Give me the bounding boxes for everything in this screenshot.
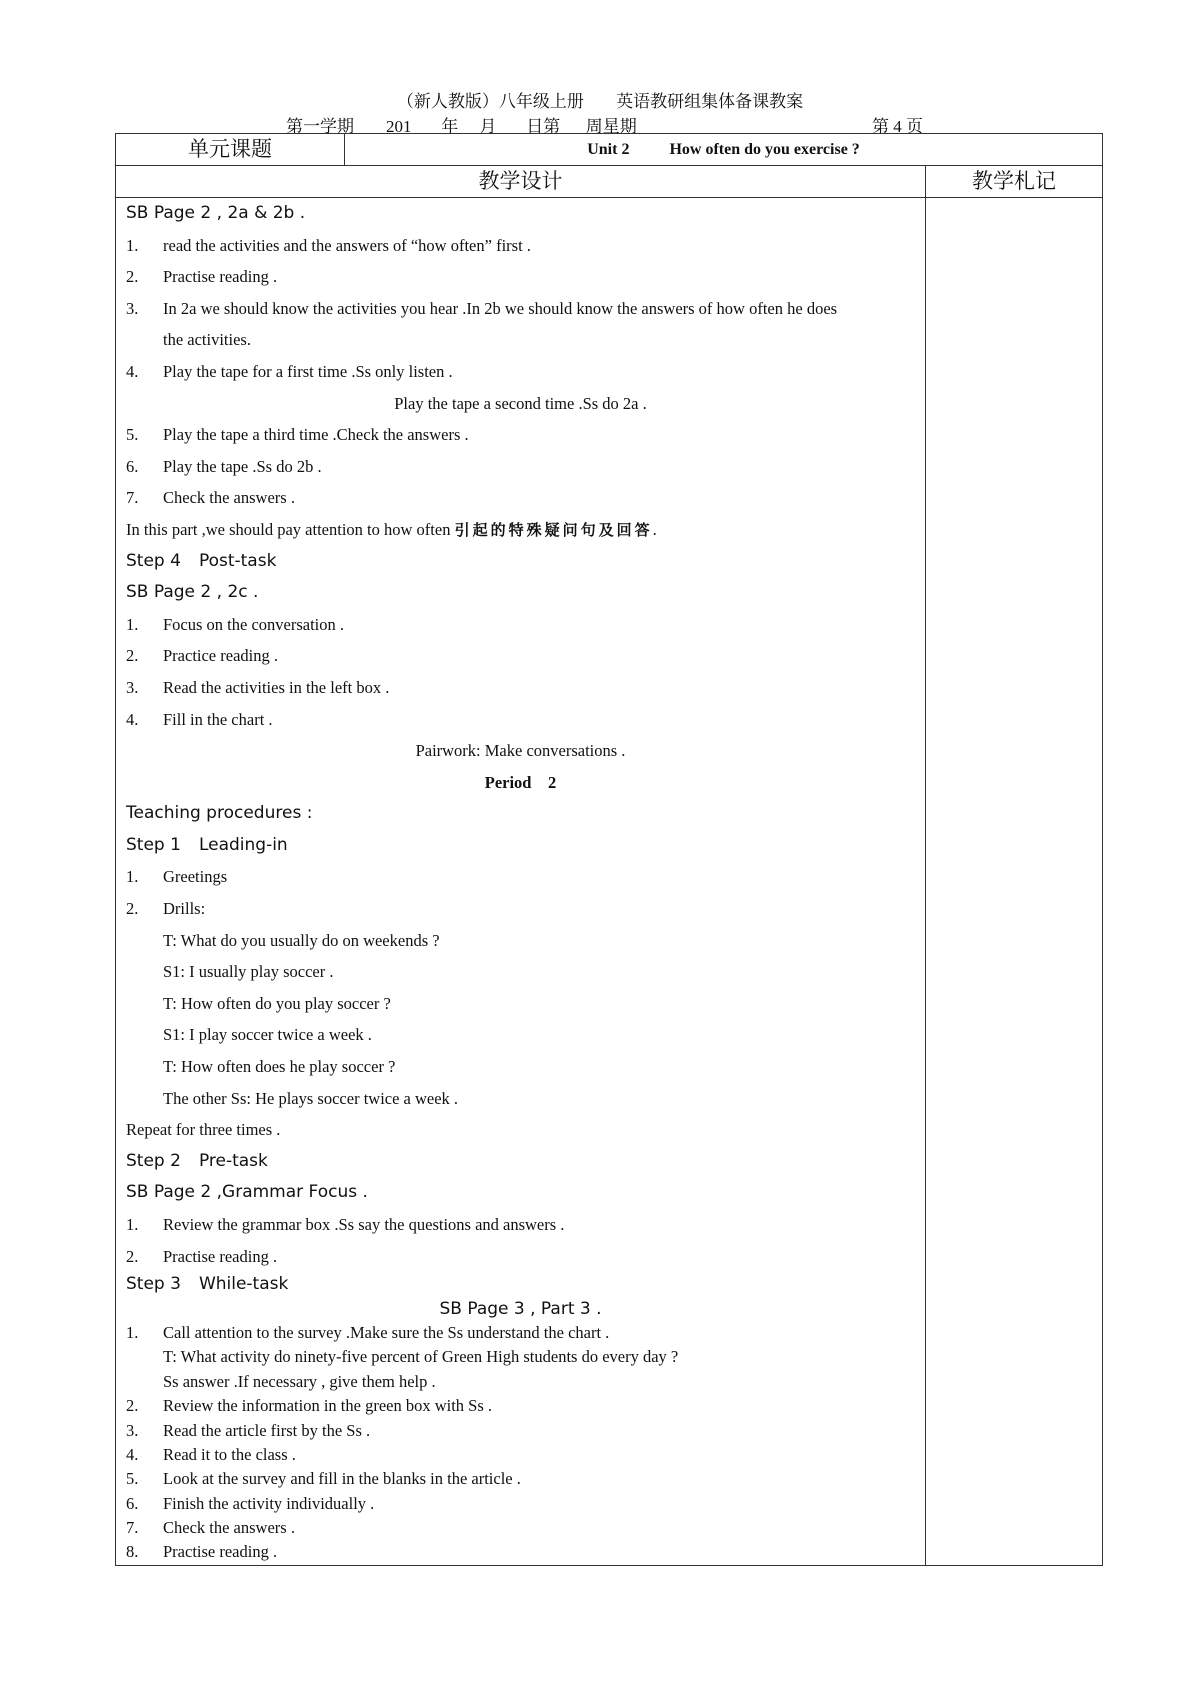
step-heading — [116, 1146, 925, 1178]
item-text: Check the answers . — [163, 488, 295, 508]
teaching-notes-content — [926, 198, 1103, 1566]
step-number: Step 1 — [126, 834, 181, 855]
document-header-line1 — [0, 87, 1200, 112]
term-label: 第一学期 — [286, 117, 354, 136]
indented-line: S1: I play soccer twice a week . — [163, 1025, 372, 1045]
numbered-item — [116, 261, 925, 293]
teaching-design-header: 教学设计 — [116, 166, 926, 198]
item-number: 1. — [126, 1322, 139, 1342]
item-number: 3. — [126, 298, 139, 318]
indented-line: T: How often does he play soccer ? — [163, 1057, 396, 1077]
item-number: 1. — [126, 614, 139, 634]
step-number: Step 4 — [126, 550, 181, 571]
numbered-item — [116, 672, 925, 704]
numbered-item — [116, 640, 925, 672]
item-number: 1. — [126, 235, 139, 255]
group-label: 英语教研组集体备课教案 — [616, 92, 804, 111]
section-heading: SB Page 2 ,Grammar Focus . — [126, 1182, 368, 1203]
numbered-item — [116, 1394, 925, 1418]
textbook-label: （新人教版）八年级上册 — [396, 92, 584, 111]
day-unit: 日第 — [526, 117, 561, 136]
step-title: Leading-in — [198, 834, 288, 855]
step-heading — [116, 1272, 925, 1296]
note-chinese: 引起的特殊疑问句及回答 — [454, 520, 653, 539]
step-title: Pre-task — [198, 1150, 268, 1171]
text-line: Repeat for three times . — [126, 1120, 281, 1140]
item-text: Practise reading . — [163, 267, 278, 287]
item-number: 5. — [126, 1469, 139, 1489]
item-number: 6. — [126, 1493, 139, 1513]
year-label: 201 — [386, 117, 412, 136]
item-text: Play the tape a third time .Check the answers . — [163, 425, 469, 445]
item-text: read the activities and the answers of “how often” first . — [163, 235, 531, 255]
item-text: Look at the survey and fill in the blanks in the article . — [163, 1469, 521, 1489]
numbered-item — [116, 1321, 925, 1345]
numbered-item — [116, 1419, 925, 1443]
numbered-item — [116, 451, 925, 483]
numbered-item — [116, 1492, 925, 1516]
period-heading: Period 2 — [484, 772, 557, 792]
item-text: Practise reading . — [163, 1542, 278, 1562]
step-title: Post-task — [198, 550, 277, 571]
item-number: 1. — [126, 1215, 139, 1234]
indented-line: T: What activity do ninety-five percent of Green High students do every day ? — [163, 1347, 679, 1367]
section-heading: SB Page 3 , Part 3 . — [439, 1298, 602, 1319]
step-heading — [116, 830, 925, 862]
step-number: Step 3 — [126, 1274, 181, 1295]
numbered-item — [116, 1209, 925, 1241]
item-text: In 2a we should know the activities you hear .In 2b we should know the answers of how often he does — [163, 298, 838, 318]
item-text: Review the information in the green box with Ss . — [163, 1396, 493, 1416]
item-number: 2. — [126, 899, 139, 919]
item-text: Practice reading . — [163, 646, 278, 666]
numbered-item — [116, 1516, 925, 1540]
item-text: Drills: — [163, 899, 206, 919]
numbered-item — [116, 293, 925, 325]
numbered-item — [116, 893, 925, 925]
unit-number: Unit 2 — [587, 141, 630, 158]
note-line — [116, 514, 925, 546]
item-number: 4. — [126, 1444, 139, 1464]
item-number: 4. — [126, 361, 139, 381]
step-heading — [116, 546, 925, 578]
centered-line: Play the tape a second time .Ss do 2a . — [394, 393, 647, 413]
item-number: 1. — [126, 867, 139, 887]
item-text: Call attention to the survey .Make sure the Ss understand the chart . — [163, 1322, 610, 1342]
teaching-notes-header: 教学札记 — [926, 166, 1103, 198]
item-text: Read the article first by the Ss . — [163, 1420, 371, 1440]
page-number: 第 4 页 — [872, 117, 923, 136]
item-text: Review the grammar box .Ss say the questions and answers . — [163, 1215, 565, 1234]
item-text: Read the activities in the left box . — [163, 677, 390, 697]
item-text: Greetings — [163, 867, 228, 887]
item-number: 2. — [126, 1396, 139, 1416]
numbered-item — [116, 1241, 925, 1273]
unit-label-cell: 单元课题 — [116, 134, 345, 166]
item-number: 8. — [126, 1542, 139, 1562]
unit-title: How often do you exercise ? — [669, 141, 860, 158]
indented-line: S1: I usually play soccer . — [163, 962, 334, 982]
item-number: 6. — [126, 456, 139, 476]
numbered-item — [116, 1540, 925, 1564]
teaching-design-content — [116, 198, 926, 1566]
numbered-item — [116, 861, 925, 893]
indented-line: The other Ss: He plays soccer twice a week . — [163, 1088, 459, 1108]
year-unit: 年 — [441, 117, 459, 136]
item-number: 5. — [126, 425, 139, 445]
centered-line: Pairwork: Make conversations . — [415, 741, 626, 761]
numbered-item — [116, 609, 925, 641]
numbered-item — [116, 482, 925, 514]
note-end: . — [652, 519, 657, 539]
item-text: Focus on the conversation . — [163, 614, 345, 634]
section-heading: SB Page 2 , 2a & 2b . — [126, 203, 306, 223]
indented-line: T: What do you usually do on weekends ? — [163, 930, 440, 950]
note-text: In this part ,we should pay attention to how often — [126, 519, 455, 539]
indented-line: T: How often do you play soccer ? — [163, 993, 391, 1013]
indented-line: the activities. — [163, 330, 251, 350]
item-number: 2. — [126, 1246, 139, 1266]
item-text: Check the answers . — [163, 1518, 295, 1538]
item-number: 2. — [126, 267, 139, 287]
item-number: 3. — [126, 677, 139, 697]
item-number: 2. — [126, 646, 139, 666]
item-text: Fill in the chart . — [163, 709, 273, 729]
lesson-plan-table — [115, 133, 1103, 1566]
numbered-item — [116, 419, 925, 451]
item-number: 7. — [126, 1518, 139, 1538]
step-title: While-task — [198, 1274, 289, 1295]
numbered-item — [116, 356, 925, 388]
week-unit: 周星期 — [585, 117, 637, 136]
item-text: Play the tape .Ss do 2b . — [163, 456, 322, 476]
section-heading: SB Page 2 , 2c . — [126, 582, 259, 603]
numbered-item — [116, 230, 925, 262]
item-number: 3. — [126, 1420, 139, 1440]
step-number: Step 2 — [126, 1150, 181, 1171]
item-text: Finish the activity individually . — [163, 1493, 375, 1513]
unit-title-cell — [345, 134, 1103, 166]
item-number: 4. — [126, 709, 139, 729]
item-text: Read it to the class . — [163, 1444, 296, 1464]
item-text: Play the tape for a first time .Ss only listen . — [163, 361, 453, 381]
month-unit: 月 — [479, 117, 497, 136]
numbered-item — [116, 1443, 925, 1467]
section-heading: Teaching procedures : — [126, 803, 313, 824]
item-text: Practise reading . — [163, 1246, 278, 1266]
item-number: 7. — [126, 488, 139, 508]
numbered-item — [116, 704, 925, 736]
indented-line: Ss answer .If necessary , give them help . — [163, 1371, 436, 1391]
numbered-item — [116, 1467, 925, 1491]
